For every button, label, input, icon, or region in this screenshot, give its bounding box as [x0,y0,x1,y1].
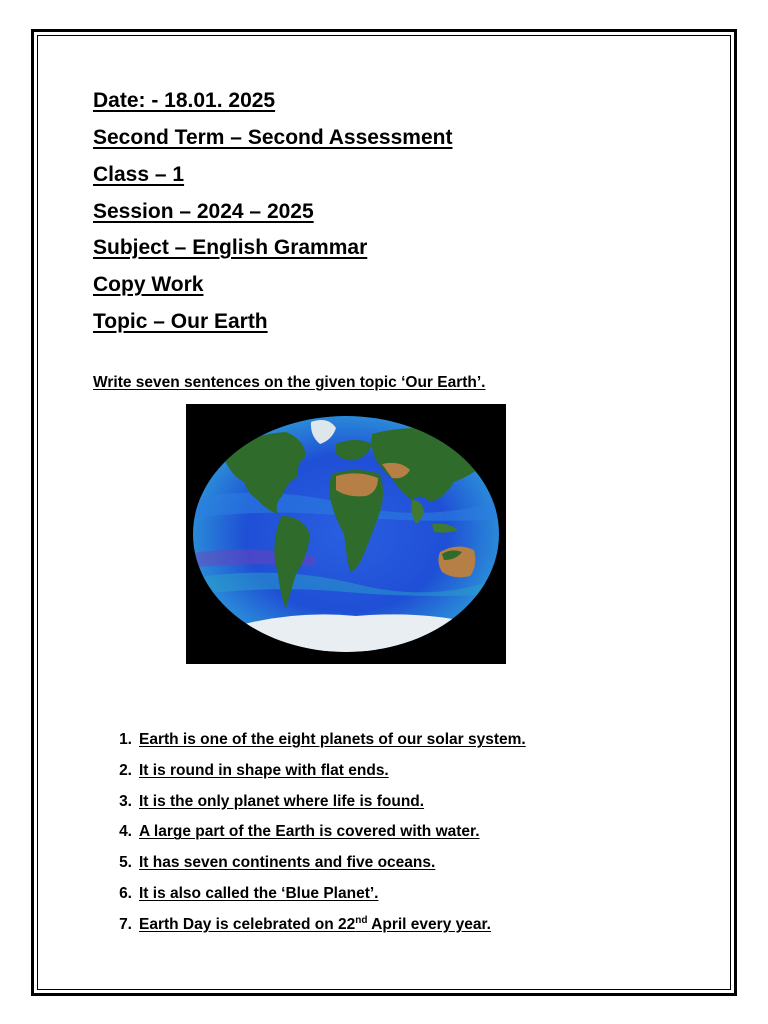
sentence-text: It is round in shape with flat ends. [139,761,389,779]
list-number: 7. [119,915,132,933]
ordinal-suffix: nd [355,914,368,926]
list-number: 3. [119,792,132,810]
earth-globe-icon [186,404,506,664]
sentence-text: It has seven continents and five oceans. [139,854,436,872]
list-number: 1. [119,731,132,748]
sentence-text-end: April every year. [367,915,491,933]
sentence-text: Earth is one of the eight planets of our solar system. [139,731,526,748]
list-number: 6. [119,884,132,902]
session-line: Session – 2024 – 2025 [93,200,314,223]
earth-image [186,404,506,664]
instruction: Write seven sentences on the given topic ‘Our Earth’. [93,374,486,391]
subject-line: Subject – English Grammar [93,236,368,259]
sentence-text: It is also called the ‘Blue Planet’. [139,884,379,902]
copy-work-line: Copy Work [93,273,204,296]
class-line: Class – 1 [93,163,185,186]
sentence-text: It is the only planet where life is found. [139,792,425,810]
sentence-text: A large part of the Earth is covered with water. [139,823,480,841]
term-line: Second Term – Second Assessment [93,126,453,149]
date-line: Date: - 18.01. 2025 [93,89,276,112]
list-number: 5. [119,854,132,872]
sentence-text-start: Earth Day is celebrated on 22 [139,915,356,933]
sentence-text [139,914,491,933]
topic-line: Topic – Our Earth [93,310,268,333]
list-number: 2. [119,761,132,779]
list-number: 4. [119,823,132,841]
